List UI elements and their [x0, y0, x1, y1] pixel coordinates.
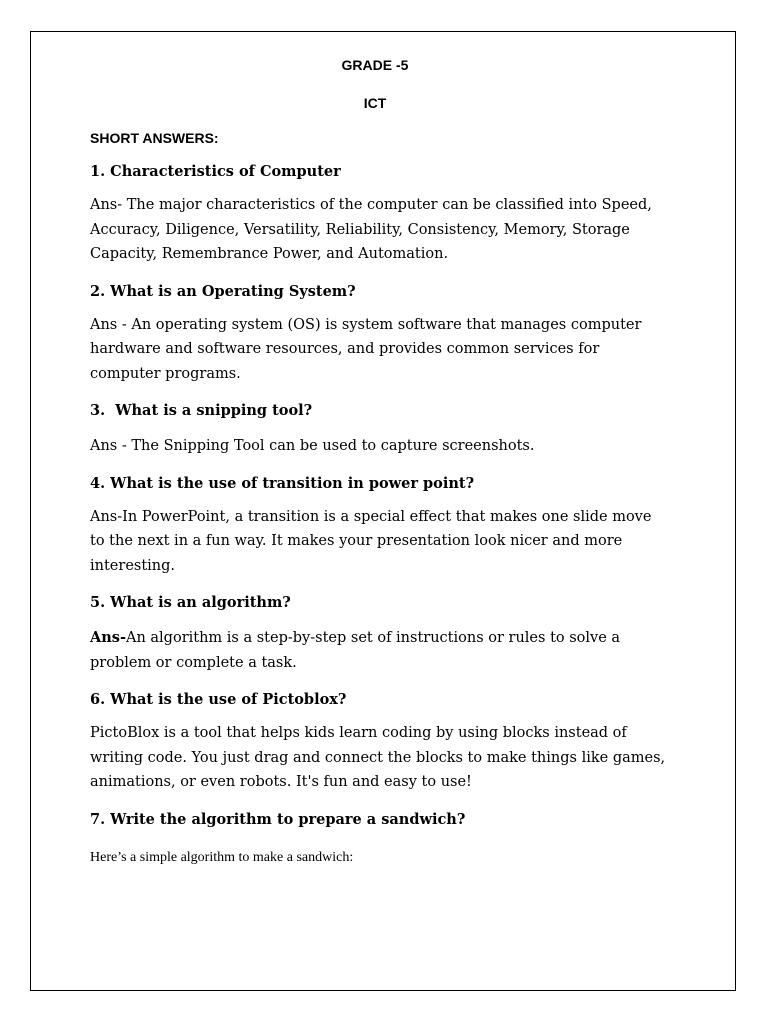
question-1: 1. Characteristics of Computer	[90, 163, 341, 180]
question-6: 6. What is the use of Pictoblox?	[90, 691, 347, 708]
answer-6: PictoBlox is a tool that helps kids learn coding by using blocks instead of writing code. You just drag and connect the blocks to make things like games, animations, or even robots. It's fun and easy to use!	[90, 725, 666, 790]
qa-item-3	[90, 401, 680, 459]
answer-2: Ans - An operating system (OS) is system software that manages computer hardware and software resources, and provides common services for computer programs.	[90, 316, 642, 382]
answer-5-prefix: Ans-	[90, 629, 126, 646]
qa-item-5	[90, 593, 680, 675]
document-body	[90, 52, 680, 867]
answer-7: Here’s a simple algorithm to make a sandwich:	[90, 849, 354, 865]
question-3: 3. What is a snipping tool?	[90, 402, 313, 419]
question-7: 7. Write the algorithm to prepare a sandwich?	[90, 810, 466, 828]
section-title: SHORT ANSWERS:	[90, 130, 219, 146]
qa-item-7	[90, 810, 680, 867]
question-4: 4. What is the use of transition in power point?	[90, 474, 475, 492]
qa-item-1	[90, 162, 680, 267]
answer-5	[90, 626, 680, 675]
answer-3: Ans - The Snipping Tool can be used to capture screenshots.	[90, 438, 535, 454]
answer-4: Ans-In PowerPoint, a transition is a special effect that makes one slide move to the next in a fun way. It makes your presentation look nicer and more interesting.	[90, 508, 652, 574]
qa-item-4	[90, 474, 680, 579]
question-5: 5. What is an algorithm?	[90, 594, 291, 611]
subject-heading: ICT	[363, 95, 387, 111]
answer-1: Ans- The major characteristics of the computer can be classified into Speed, Accuracy, Diligence, Versatility, Reliability, Consistency, Memory, Storage Capacity, Remembrance Power, and Automation.	[90, 197, 652, 262]
question-2: 2. What is an Operating System?	[90, 282, 356, 300]
qa-item-2	[90, 282, 680, 387]
qa-item-6	[90, 690, 680, 795]
answer-5-text: An algorithm is a step-by-step set of instructions or rules to solve a problem or complete a task.	[90, 630, 621, 671]
grade-heading: GRADE -5	[341, 57, 409, 73]
